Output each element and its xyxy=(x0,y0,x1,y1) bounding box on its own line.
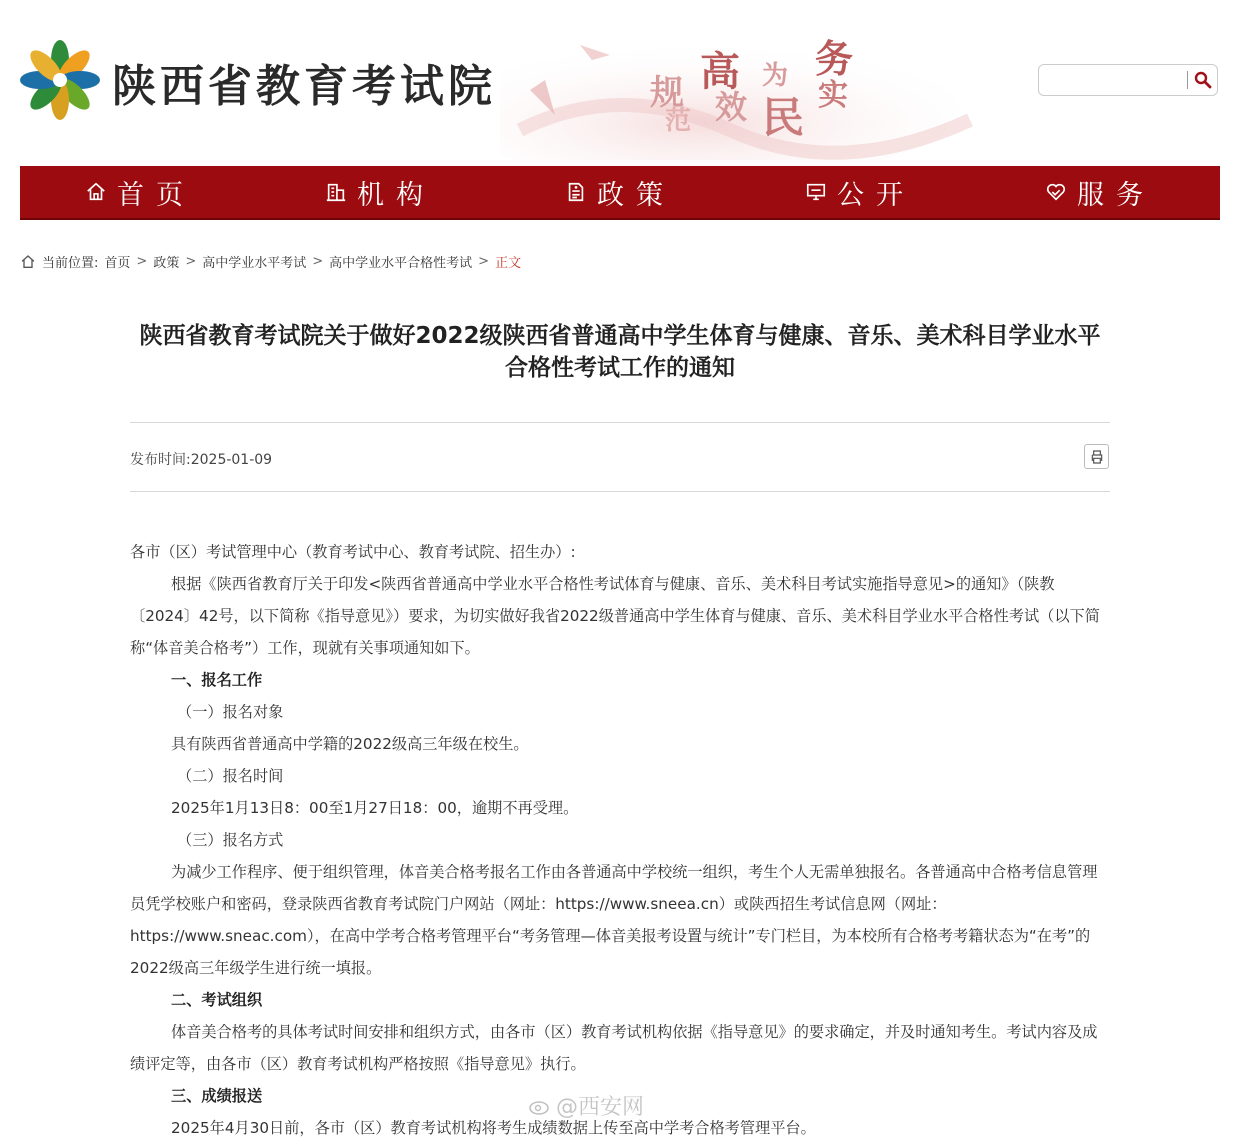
nav-item-service[interactable] xyxy=(980,166,1220,218)
section-heading: 一、报名工作 xyxy=(171,671,263,689)
slogan-char: 范 xyxy=(665,106,692,136)
subsection-heading: （二）报名时间 xyxy=(177,767,284,785)
paragraph: 2025年4月30日前，各市（区）教育考试机构将考生成绩数据上传至高中学考合格考管理平台。 xyxy=(171,1119,816,1137)
home-icon xyxy=(85,181,107,203)
breadcrumb-current: 正文 xyxy=(495,256,522,271)
search-input[interactable] xyxy=(1045,69,1187,93)
slogan-char: 务 xyxy=(815,36,854,81)
search-icon xyxy=(1191,68,1215,92)
nav-item-label: 服务 xyxy=(1077,179,1155,211)
breadcrumb-separator: > xyxy=(312,254,324,269)
publish-info xyxy=(130,449,272,469)
breadcrumb-link-qualification-exam[interactable]: 高中学业水平合格性考试 xyxy=(329,256,473,271)
building-icon xyxy=(325,181,347,203)
print-button[interactable] xyxy=(1084,444,1109,469)
site-name[interactable]: 陕西省教育考试院 xyxy=(112,61,496,112)
section-heading: 二、考试组织 xyxy=(171,991,263,1009)
nav-item-label: 政策 xyxy=(597,179,675,211)
main-nav xyxy=(20,166,1220,220)
breadcrumb-separator: > xyxy=(478,254,490,269)
nav-item-home[interactable] xyxy=(20,166,260,218)
breadcrumb-separator: > xyxy=(185,254,197,269)
nav-item-policy[interactable] xyxy=(500,166,740,218)
nav-item-organization[interactable] xyxy=(260,166,500,218)
breadcrumb-separator: > xyxy=(136,254,148,269)
slogan-char: 规 xyxy=(650,73,684,113)
slogan-char: 高 xyxy=(700,48,740,95)
paragraph: 为减少工作程序、便于组织管理，体音美合格考报名工作由各普通高中学校统一组织，考生个人无需单独报名。各普通高中合格考信息管理员凭学校账户和密码，登录陕西省教育考试院门户网站（网址：https://www.sneea.cn）或陕西招生考试信息网（网址：https://www.sneac.com），在高中学考合格考管理平台“考务管理—体音美报考设置与统计”专门栏目，为本校所有合格考考籍状态为“在考”的2022级高三年级学生进行统一填报。 xyxy=(130,863,1098,977)
site-header xyxy=(0,0,1239,160)
logo-icon[interactable] xyxy=(18,38,102,122)
paragraph: 2025年1月13日8：00至1月27日18：00，逾期不再受理。 xyxy=(171,799,579,817)
nav-item-public[interactable] xyxy=(740,166,980,218)
home-icon xyxy=(20,254,36,270)
paragraph: 各市（区）考试管理中心（教育考试中心、教育考试院、招生办）: xyxy=(130,543,576,561)
slogan-char: 效 xyxy=(715,88,748,126)
banner-decoration xyxy=(500,20,1020,160)
breadcrumb-link-academic-exam[interactable]: 高中学业水平考试 xyxy=(202,256,307,271)
slogan-char: 实 xyxy=(818,78,848,113)
search-button[interactable] xyxy=(1191,68,1215,92)
subsection-heading: （三）报名方式 xyxy=(177,831,284,849)
nav-item-label: 公开 xyxy=(837,179,915,211)
paragraph: 根据《陕西省教育厅关于印发<陕西省普通高中学业水平合格性考试体育与健康、音乐、美术科目考试实施指导意见>的通知》（陕教〔2024〕42号，以下简称《指导意见》）要求，为切实做好我省2022级普通高中学生体育与健康、音乐、美术科目学业水平合格性考试（以下简称“体音美合格考”）工作，现就有关事项通知如下。 xyxy=(130,575,1100,657)
publish-date: 2025-01-09 xyxy=(190,452,273,468)
document-icon xyxy=(565,181,587,203)
publish-label: 发布时间: xyxy=(130,452,191,468)
breadcrumb-link-policy[interactable]: 政策 xyxy=(153,256,180,271)
divider xyxy=(130,422,1110,423)
divider xyxy=(130,491,1110,492)
section-heading: 三、成绩报送 xyxy=(171,1087,263,1105)
paragraph: 体音美合格考的具体考试时间安排和组织方式，由各市（区）教育考试机构依据《指导意见》的要求确定，并及时通知考生。考试内容及成绩评定等，由各市（区）教育考试机构严格按照《指导意见》执行。 xyxy=(130,1023,1098,1073)
nav-item-label: 机构 xyxy=(357,179,435,211)
breadcrumb-link-home[interactable]: 首页 xyxy=(104,256,131,271)
printer-icon xyxy=(1089,449,1105,465)
search-box xyxy=(1038,64,1218,96)
slogan-char: 民 xyxy=(762,93,805,142)
watermark xyxy=(528,1090,644,1121)
article-title: 陕西省教育考试院关于做好2022级陕西省普通高中学生体育与健康、音乐、美术科目学业水平合格性考试工作的通知 xyxy=(139,323,1101,381)
article-body xyxy=(130,536,1110,1144)
weibo-icon xyxy=(528,1096,552,1116)
breadcrumb-prefix: 当前位置: xyxy=(42,256,99,271)
subsection-heading: （一）报名对象 xyxy=(177,703,284,721)
slogan-banner xyxy=(500,20,1020,160)
nav-item-label: 首页 xyxy=(117,179,195,211)
heart-hand-icon xyxy=(1045,181,1067,203)
watermark-text: @西安网 xyxy=(556,1095,645,1120)
search-divider xyxy=(1187,71,1188,89)
slogan-char: 为 xyxy=(762,61,789,91)
breadcrumb xyxy=(20,252,521,271)
paragraph: 具有陕西省普通高中学籍的2022级高三年级在校生。 xyxy=(171,735,529,753)
monitor-icon xyxy=(805,181,827,203)
